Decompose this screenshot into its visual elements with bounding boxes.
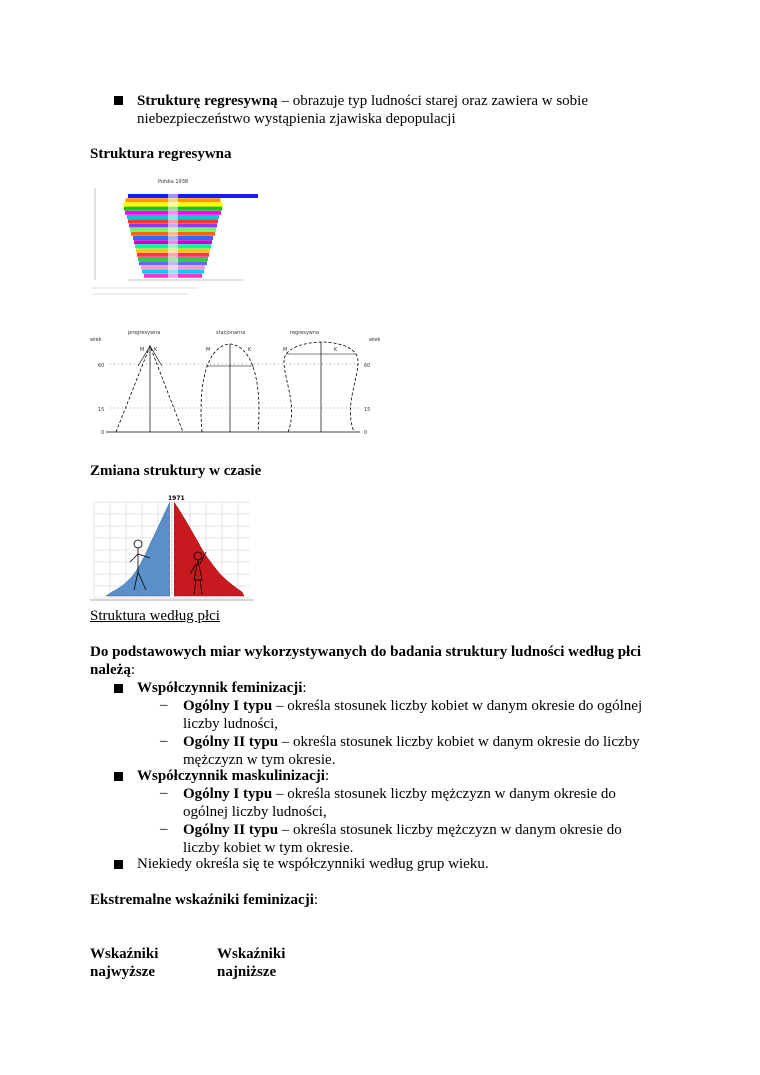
fig2-left-0: 0 [101, 430, 105, 436]
intro-line-2: niebezpieczeństwo wystąpienia zjawiska depopulacji [137, 111, 456, 127]
fig2-k1: K [154, 347, 158, 353]
fig2-right-wiek: wiek [369, 337, 381, 343]
table-header-highest: Wskaźniki [90, 946, 159, 962]
heading-regressive [90, 145, 232, 163]
bullet-square [114, 772, 123, 781]
fig2-m1: M [140, 347, 145, 353]
dash-bullet: – [160, 697, 168, 713]
pyramid-bar [128, 194, 258, 198]
masc-item-1-line-1: Ogólny I typu – określa stosunek liczby mężczyzn w danym okresie do [183, 786, 616, 802]
bullet-square [114, 860, 123, 869]
pyramid-age-column [168, 194, 178, 280]
fig3-year: 1971 [168, 495, 185, 502]
fig1-title: Polska 1938 [158, 179, 189, 185]
dash-bullet: – [160, 733, 168, 749]
masc-item-2-line-2: liczby kobiet w tym okresie. [183, 840, 354, 856]
bullet-square [114, 96, 123, 105]
fig2-right-15: 15 [364, 407, 371, 413]
measures-intro-line-2: należą: [90, 662, 135, 678]
age-groups-note: Niekiedy określa się te współczynniki według grup wieku. [137, 856, 489, 872]
fig2-k2: K [248, 347, 252, 353]
fem-item-2-line-1: Ogólny II typu – określa stosunek liczby kobiet w danym okresie do liczby [183, 734, 640, 750]
table-header-highest-2: najwyższe [90, 964, 155, 980]
heading-sex-structure: Struktura według płci [90, 608, 220, 624]
masculinization-title: Współczynnik maskulinizacji: [137, 768, 330, 784]
fig2-label-regressive: regresywna [290, 330, 320, 336]
table-header-lowest-2: najniższe [217, 964, 277, 980]
heading-time-text: Zmiana struktury w czasie [90, 463, 262, 479]
population-pyramid-colored [88, 176, 258, 302]
heading-time [90, 462, 261, 480]
pyramid-types-diagram [88, 326, 388, 438]
measures-intro-naleza: należą [90, 662, 131, 678]
population-pyramid-1971 [90, 494, 254, 612]
fem-item-1-line-1: Ogólny I typu – określa stosunek liczby kobiet w danym okresie do ogólnej [183, 698, 643, 714]
fem-item-1-line-2: liczby ludności, [183, 716, 278, 732]
heading-regressive-text: Struktura regresywna [90, 146, 232, 162]
bullet-square [114, 684, 123, 693]
intro-line-1 [137, 92, 588, 110]
intro-term: Strukturę regresywną [137, 93, 278, 109]
measures-intro-line-1 [90, 643, 641, 661]
dash-bullet: – [160, 785, 168, 801]
fig2-left-wiek: wiek [90, 337, 102, 343]
masc-item-1-line-2: ogólnej liczby ludności, [183, 804, 327, 820]
fig2-left-60: 60 [98, 363, 105, 369]
fig2-right-60: 60 [364, 363, 371, 369]
fig2-label-progressive: progresywna [128, 330, 161, 336]
fig2-m2: M [206, 347, 211, 353]
table-header-lowest: Wskaźniki [217, 946, 286, 962]
heading-extreme: Ekstremalne wskaźniki feminizacji: [90, 892, 319, 908]
dash-bullet: – [160, 821, 168, 837]
fem-item-2-line-2: mężczyzn w tym okresie. [183, 752, 336, 768]
pyramid-bars [123, 194, 258, 280]
fig2-left-15: 15 [98, 407, 105, 413]
fig2-label-stationary: stacjonarna [216, 330, 246, 336]
intro-rest: – obrazuje typ ludności starej oraz zawiera w sobie [277, 93, 588, 109]
fig2-right-0: 0 [364, 430, 368, 436]
masc-item-2-line-1: Ogólny II typu – określa stosunek liczby mężczyzn w danym okresie do [183, 822, 622, 838]
fig2-m3: M [283, 347, 288, 353]
measures-intro-text: Do podstawowych miar wykorzystywanych do badania struktury ludności według płci [90, 644, 642, 660]
fig2-k3: K [334, 347, 338, 353]
feminization-title: Współczynnik feminizacji: [137, 680, 307, 696]
